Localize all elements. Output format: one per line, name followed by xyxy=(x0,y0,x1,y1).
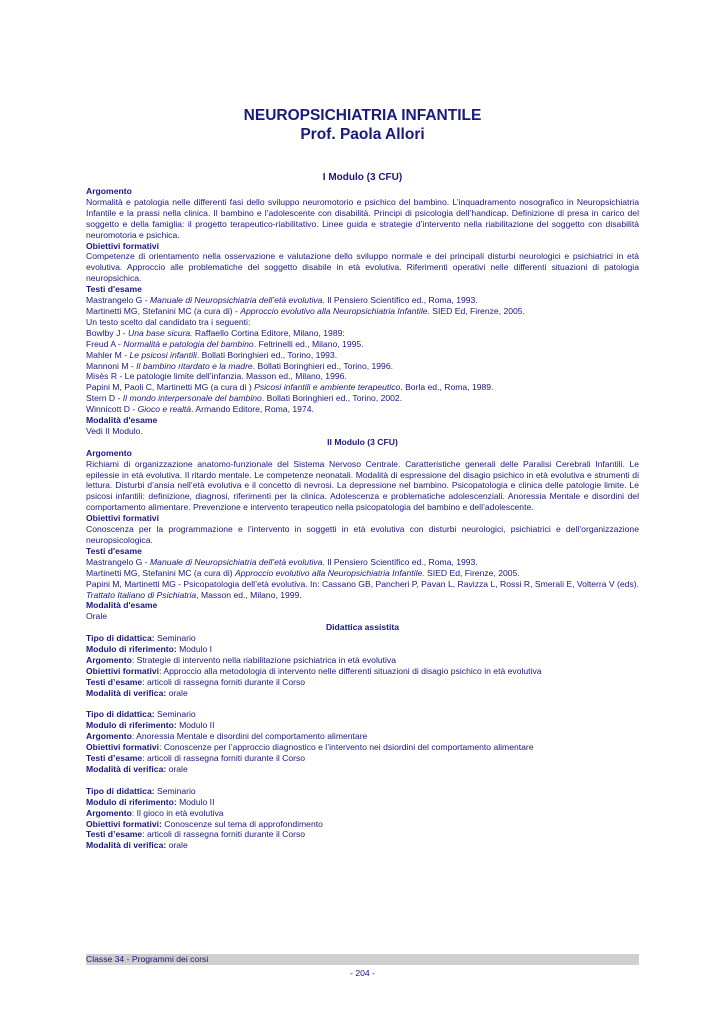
didattica-verifica-label: Modalità di verifica: xyxy=(86,687,167,698)
modulo1-argomento-label: Argomento xyxy=(86,186,132,196)
modulo2-testi-label: Testi d'esame xyxy=(86,545,142,556)
modulo2-heading: II Modulo (3 CFU) xyxy=(327,436,398,447)
ref-publisher: . Bollati Boringhieri ed., Torino, 1993. xyxy=(196,349,338,360)
didattica-testi-label: Testi d’esame xyxy=(86,676,143,687)
reference-item xyxy=(86,393,639,404)
ref-author: Papini M, Martinetti MG - Psicopatologia dell’età evolutiva. In: Cassano GB, Pancheri P, Pavan L, Ravizza L, Rossi R, Smerali E, Volterra V (eds). xyxy=(86,578,639,589)
didattica-modulo xyxy=(86,644,639,655)
ref-title: Approccio evolutivo alla Neuropsichiatria Infantile. xyxy=(240,305,430,316)
didattica-testi-value: : articoli di rassegna forniti durante il Corso xyxy=(142,676,306,687)
didattica-argomento-value: : Anoressia Mentale e disordini del comportamento alimentare xyxy=(131,731,368,742)
didattica-verifica-value: orale xyxy=(166,764,188,775)
didattica-obiettivi xyxy=(86,742,639,753)
reference-item xyxy=(86,371,639,382)
didattica-verifica-value: orale xyxy=(166,687,188,698)
didattica-testi-value: : articoli di rassegna forniti durante il Corso xyxy=(142,829,306,840)
didattica-obiettivi xyxy=(86,819,639,830)
didattica-argomento-label: Argomento xyxy=(86,654,132,665)
didattica-block-2 xyxy=(86,709,639,774)
didattica-heading: Didattica assistita xyxy=(325,622,400,633)
didattica-tipo-label: Tipo di didattica: xyxy=(86,785,155,796)
ref-note: Un testo scelto dal candidato tra i seguenti: xyxy=(86,316,251,327)
didattica-modulo-value: Modulo II xyxy=(176,796,215,807)
ref-title: Manuale di Neuropsichiatria dell’età evolutiva xyxy=(150,556,323,567)
ref-title: Il mondo interpersonale del bambino xyxy=(122,393,262,404)
didattica-testi xyxy=(86,829,639,840)
ref-publisher: SIED Ed, Firenze, 2005. xyxy=(429,305,525,316)
didattica-tipo xyxy=(86,709,639,720)
modulo2-argomento-label: Argomento xyxy=(86,447,132,458)
didattica-tipo xyxy=(86,633,639,644)
ref-author: Papini M, Paoli C, Martinetti MG (a cura di ) xyxy=(86,382,255,393)
didattica-verifica-label: Modalità di verifica: xyxy=(86,764,167,775)
didattica-argomento-value: : Il gioco in età evolutiva xyxy=(131,807,224,818)
footer-label: Classe 34 - Programmi dei corsi xyxy=(86,954,209,964)
didattica-tipo-value: Seminario xyxy=(154,785,196,796)
reference-item xyxy=(86,568,639,579)
modulo1-testi-list xyxy=(86,295,639,415)
didattica-modulo-label: Modulo di riferimento: xyxy=(86,644,177,655)
ref-title: Psicosi infantili e ambiente terapeutico xyxy=(254,382,401,393)
didattica-verifica xyxy=(86,688,639,699)
modulo2-argomento-text: Richiami di organizzazione anatomo-funzionale del Sistema Nervoso Centrale. Caratteristiche generali delle Paralisi Cerebrali Infantili. Le epilessie in età evolutiva. Il ritardo mentale. Le competenze neonatali. Modalità di espressione del disagio psichico in età evolutiva e strumenti di lettura. Disturbi d’ansia nell’età evolutiva e il concetto di nevrosi. La depressione nel bambino. Psicopatologia e clinica delle patologie limite. Le psicosi infantili: definizione, diagnosi, riferimenti per la clinica. Adolescenza e problematiche adolescenziali. Anoressia Mentale e disordini del comportamento alimentare. Prevenzione e intervento terapeutico nella psicopatologia del bambino e dell’adolescente. xyxy=(86,458,639,513)
modulo2-modalita-text: Orale xyxy=(86,611,108,622)
didattica-obiettivi xyxy=(86,666,639,677)
ref-title: Manuale di Neuropsichiatria dell’età evolutiva xyxy=(150,295,323,306)
footer-bar xyxy=(86,954,639,965)
didattica-testi-label: Testi d’esame xyxy=(86,829,143,840)
didattica-argomento-label: Argomento xyxy=(86,807,132,818)
professor-name: Prof. Paola Allori xyxy=(300,126,425,143)
didattica-obiettivi-value: : Conoscenze per l’approccio diagnostico e l’intervento nei dsiordini del comportamento alimentare xyxy=(159,742,534,753)
spacer xyxy=(86,775,639,786)
ref-publisher: . Armando Editore, Roma, 1974. xyxy=(191,404,314,415)
course-content xyxy=(86,171,639,851)
ref-author: Winnicott D - xyxy=(86,404,138,415)
didattica-verifica xyxy=(86,840,639,851)
page-number: - 204 - xyxy=(350,968,375,978)
modulo1-heading: I Modulo (3 CFU) xyxy=(322,172,403,183)
didattica-block-3 xyxy=(86,786,639,851)
ref-publisher: SIED Ed, Firenze, 2005. xyxy=(424,567,520,578)
ref-title: Il bambino ritardato e la madre xyxy=(136,360,253,371)
reference-item xyxy=(86,350,639,361)
didattica-testi-label: Testi d’esame xyxy=(86,753,143,764)
didattica-testi xyxy=(86,677,639,688)
didattica-tipo-value: Seminario xyxy=(154,633,196,644)
ref-author: Stern D - xyxy=(86,393,123,404)
reference-item xyxy=(86,382,639,393)
reference-item xyxy=(86,339,639,350)
ref-author: Mastrangelo G - xyxy=(86,295,150,306)
ref-publisher: Raffaello Cortina Editore, Milano, 1989: xyxy=(192,327,345,338)
didattica-argomento-label: Argomento xyxy=(86,731,132,742)
didattica-argomento xyxy=(86,731,639,742)
ref-publisher: . Il Pensiero Scientifico ed., Roma, 1993. xyxy=(322,295,478,306)
ref-author: Mastrangelo G - xyxy=(86,556,150,567)
didattica-argomento-value: : Strategie di intervento nella riabilitazione psichiatrica in età evolutiva xyxy=(131,654,397,665)
reference-item xyxy=(86,404,639,415)
ref-author: Martinetti MG, Stefanini MC (a cura di) xyxy=(86,567,236,578)
didattica-argomento xyxy=(86,655,639,666)
ref-publisher: , Masson ed., Milano, 1999. xyxy=(196,589,302,600)
didattica-modulo xyxy=(86,797,639,808)
reference-item xyxy=(86,295,639,306)
ref-publisher: . Bollati Boringhieri ed., Torino, 2002. xyxy=(261,393,403,404)
reference-item xyxy=(86,361,639,372)
ref-title: Approccio evolutivo alla Neuropsichiatria Infantile. xyxy=(235,567,425,578)
didattica-tipo-value: Seminario xyxy=(154,709,196,720)
ref-author: Bowlby J - xyxy=(86,327,129,338)
didattica-verifica-label: Modalità di verifica: xyxy=(86,840,167,851)
modulo1-modalita-label: Modalità d'esame xyxy=(86,415,158,426)
ref-author: Freud A - xyxy=(86,338,124,349)
didattica-obiettivi-label: Obiettivi formativi xyxy=(86,742,160,753)
ref-author: Mannoni M - xyxy=(86,360,137,371)
didattica-obiettivi-label: Obiettivi formativi: xyxy=(86,818,162,829)
didattica-obiettivi-value: Conoscenze sul tema di approfondimento xyxy=(161,818,323,829)
didattica-modulo-label: Modulo di riferimento: xyxy=(86,796,177,807)
ref-title: Una base sicura. xyxy=(128,327,193,338)
ref-author: Martinetti MG, Stefanini MC (a cura di) - xyxy=(86,305,241,316)
ref-publisher: . Borla ed., Roma, 1989. xyxy=(400,382,494,393)
ref-publisher: . Bollati Boringhieri ed., Torino, 1996. xyxy=(252,360,394,371)
ref-title: Normalità e patologia del bambino xyxy=(123,338,254,349)
didattica-block-1 xyxy=(86,633,639,698)
didattica-argomento xyxy=(86,808,639,819)
didattica-testi xyxy=(86,753,639,764)
modulo2-obiettivi-text: Conoscenza per la programmazione e l’intervento in soggetti in età evolutiva con disturbi neurologici, psichiatrici e dell’organizzazione neuropsicologica. xyxy=(86,524,639,545)
ref-full: Misès R - Le patologie limite dell’infanzia. Masson ed., Milano, 1996. xyxy=(86,371,347,382)
reference-item xyxy=(86,306,639,317)
didattica-tipo-label: Tipo di didattica: xyxy=(86,709,155,720)
didattica-modulo xyxy=(86,720,639,731)
didattica-obiettivi-label: Obiettivi formativi xyxy=(86,665,160,676)
didattica-modulo-value: Modulo II xyxy=(176,720,215,731)
didattica-modulo-value: Modulo I xyxy=(176,644,213,655)
ref-publisher: . Feltrinelli ed., Milano, 1995. xyxy=(253,338,364,349)
ref-author: Mahler M - xyxy=(86,349,130,360)
modulo1-obiettivi-text: Competenze di orientamento nella osservazione e valutazione dello sviluppo normale e dei principali disturbi neurologici e psichiatrici in età evolutiva. Approccio alle problematiche del soggetto disabile in età evolutiva. Riferimenti operativi nelle differenti situazioni di patologia neuropsichica. xyxy=(86,251,639,284)
modulo2-testi-list xyxy=(86,557,639,601)
modulo2-modalita-label: Modalità d'esame xyxy=(86,600,158,611)
didattica-tipo-label: Tipo di didattica: xyxy=(86,633,155,644)
didattica-obiettivi-value: : Approccio alla metodologia di intervento nelle differenti situazioni di disagio psichico in età evolutiva xyxy=(159,665,542,676)
ref-publisher: . Il Pensiero Scientifico ed., Roma, 1993. xyxy=(322,556,478,567)
spacer xyxy=(86,699,639,710)
didattica-verifica xyxy=(86,764,639,775)
didattica-tipo xyxy=(86,786,639,797)
ref-title: Trattato Italiano di Psichiatria xyxy=(86,589,197,600)
modulo2-obiettivi-label: Obiettivi formativi xyxy=(86,513,160,524)
modulo1-modalita-text: Vedi II Modulo. xyxy=(86,425,143,436)
reference-item xyxy=(86,557,639,568)
reference-item xyxy=(86,579,639,601)
title-block xyxy=(86,106,639,144)
course-title: NEUROPSICHIATRIA INFANTILE xyxy=(243,107,482,124)
reference-item xyxy=(86,317,639,328)
reference-item xyxy=(86,328,639,339)
modulo1-obiettivi-label: Obiettivi formativi xyxy=(86,240,160,251)
modulo1-argomento-text: Normalità e patologia nelle differenti fasi dello sviluppo neuromotorio e psichico del bambino. L’inquadramento nosografico in Neuropsichiatria Infantile e la prassi nella clinica. Il bambino e l’adolescente con disabilità. Principi di psicologia dell’handicap. Definizione di presa in carico del soggetto e della famiglia: il progetto terapeutico-riabilitativo. Linee guida e strategie d’intervento nella riabilitazione del soggetto con disabilità neuromotoria e psichica. xyxy=(86,196,639,240)
didattica-modulo-label: Modulo di riferimento: xyxy=(86,720,177,731)
modulo1-testi-label: Testi d'esame xyxy=(86,284,142,295)
ref-title: Le psicosi infantili xyxy=(129,349,197,360)
ref-title: Gioco e realtà xyxy=(137,404,192,415)
didattica-verifica-value: orale xyxy=(166,840,188,851)
didattica-testi-value: : articoli di rassegna forniti durante il Corso xyxy=(142,753,306,764)
